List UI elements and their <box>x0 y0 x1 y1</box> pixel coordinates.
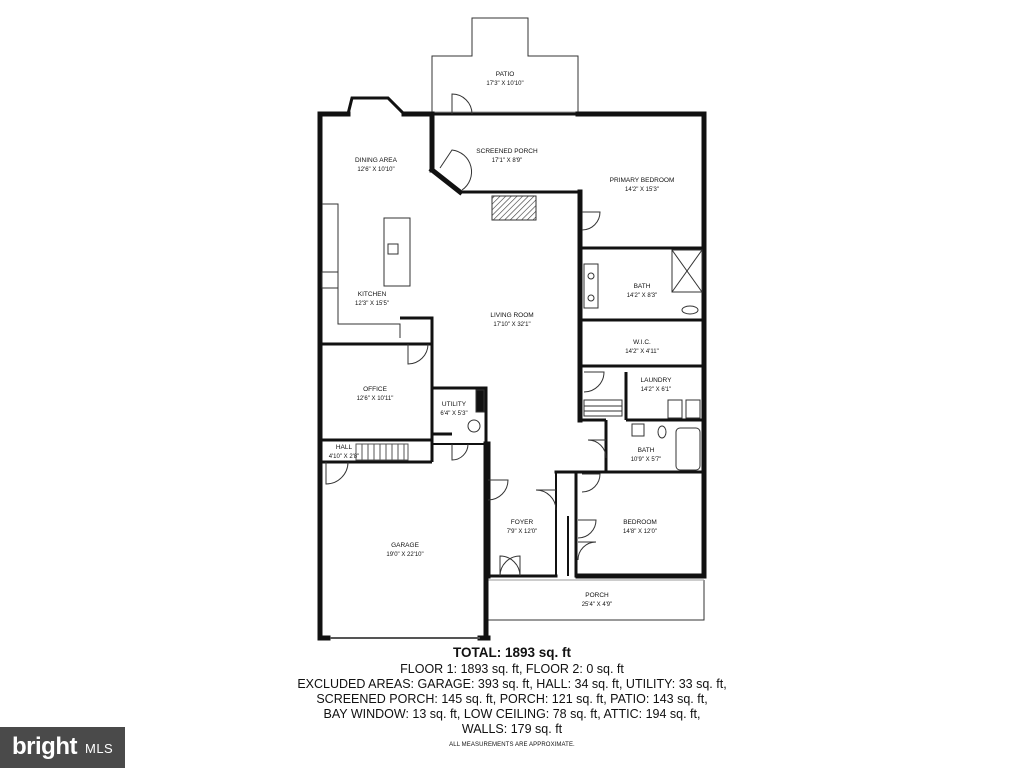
logo-brand: bright <box>12 733 77 760</box>
floor-areas: FLOOR 1: 1893 sq. ft, FLOOR 2: 0 sq. ft <box>400 662 624 676</box>
total-area: TOTAL: 1893 sq. ft <box>452 645 572 660</box>
porch-outline <box>488 578 704 620</box>
utility-dims: 6'4" X 5'3" <box>440 411 468 417</box>
bath2-label: BATH <box>637 447 655 454</box>
garage-dims: 19'0" X 22'10" <box>386 552 424 558</box>
excluded-areas-line-2: SCREENED PORCH: 145 sq. ft, PORCH: 121 sq. ft, PATIO: 143 sq. ft, <box>316 692 708 706</box>
living-room-label: LIVING ROOM <box>490 312 534 319</box>
bath2-dims: 10'9" X 5'7" <box>630 457 662 463</box>
fixtures <box>322 196 702 470</box>
bedroom-dims: 14'8" X 12'0" <box>623 529 657 535</box>
garage-label: GARAGE <box>391 542 419 549</box>
office-dims: 12'6" X 10'11" <box>356 396 394 402</box>
office-label: OFFICE <box>363 386 387 393</box>
excluded-areas-line-3: BAY WINDOW: 13 sq. ft, LOW CEILING: 78 sq. ft, ATTIC: 194 sq. ft, <box>323 707 701 721</box>
primary-bedroom-dims: 14'2" X 15'3" <box>625 187 659 193</box>
screened-porch-label: SCREENED PORCH <box>476 148 538 155</box>
kitchen-dims: 12'3" X 15'5" <box>355 301 389 307</box>
patio-label: PATIO <box>495 71 515 78</box>
dining-area-dims: 12'6" X 10'10" <box>357 167 395 173</box>
living-room-dims: 17'10" X 32'1" <box>493 322 531 328</box>
laundry-dims: 14'2" X 6'1" <box>640 387 672 393</box>
measurement-disclaimer: ALL MEASUREMENTS ARE APPROXIMATE. <box>449 742 575 748</box>
primary-bath-label: BATH <box>633 283 651 290</box>
foyer-dims: 7'9" X 12'0" <box>506 529 538 535</box>
kitchen-label: KITCHEN <box>357 291 387 298</box>
logo-suffix: MLS <box>85 741 114 756</box>
screened-porch-dims: 17'1" X 8'9" <box>491 158 523 164</box>
patio-outline <box>432 18 578 112</box>
porch-dims: 25'4" X 4'9" <box>581 602 613 608</box>
laundry-label: LAUNDRY <box>640 377 672 384</box>
hall-dims: 4'10" X 2'8" <box>328 454 360 460</box>
foyer-label: FOYER <box>510 519 534 526</box>
area-summary <box>262 644 762 748</box>
room-labels <box>329 71 675 608</box>
dining-area-label: DINING AREA <box>355 157 397 164</box>
bright-mls-logo <box>0 727 125 768</box>
bedroom-label: BEDROOM <box>623 519 657 526</box>
patio-dims: 17'3" X 10'10" <box>486 81 524 87</box>
hall-label: HALL <box>335 444 353 451</box>
excluded-areas-line-1: EXCLUDED AREAS: GARAGE: 393 sq. ft, HALL: 34 sq. ft, UTILITY: 33 sq. ft, <box>297 677 727 691</box>
utility-label: UTILITY <box>441 401 467 408</box>
excluded-areas-line-4: WALLS: 179 sq. ft <box>461 722 563 736</box>
wic-dims: 14'2" X 4'11" <box>625 349 659 355</box>
porch-label: PORCH <box>585 592 609 599</box>
primary-bedroom-label: PRIMARY BEDROOM <box>609 177 675 184</box>
wic-label: W.I.C. <box>633 339 651 346</box>
primary-bath-dims: 14'2" X 8'3" <box>626 293 658 299</box>
